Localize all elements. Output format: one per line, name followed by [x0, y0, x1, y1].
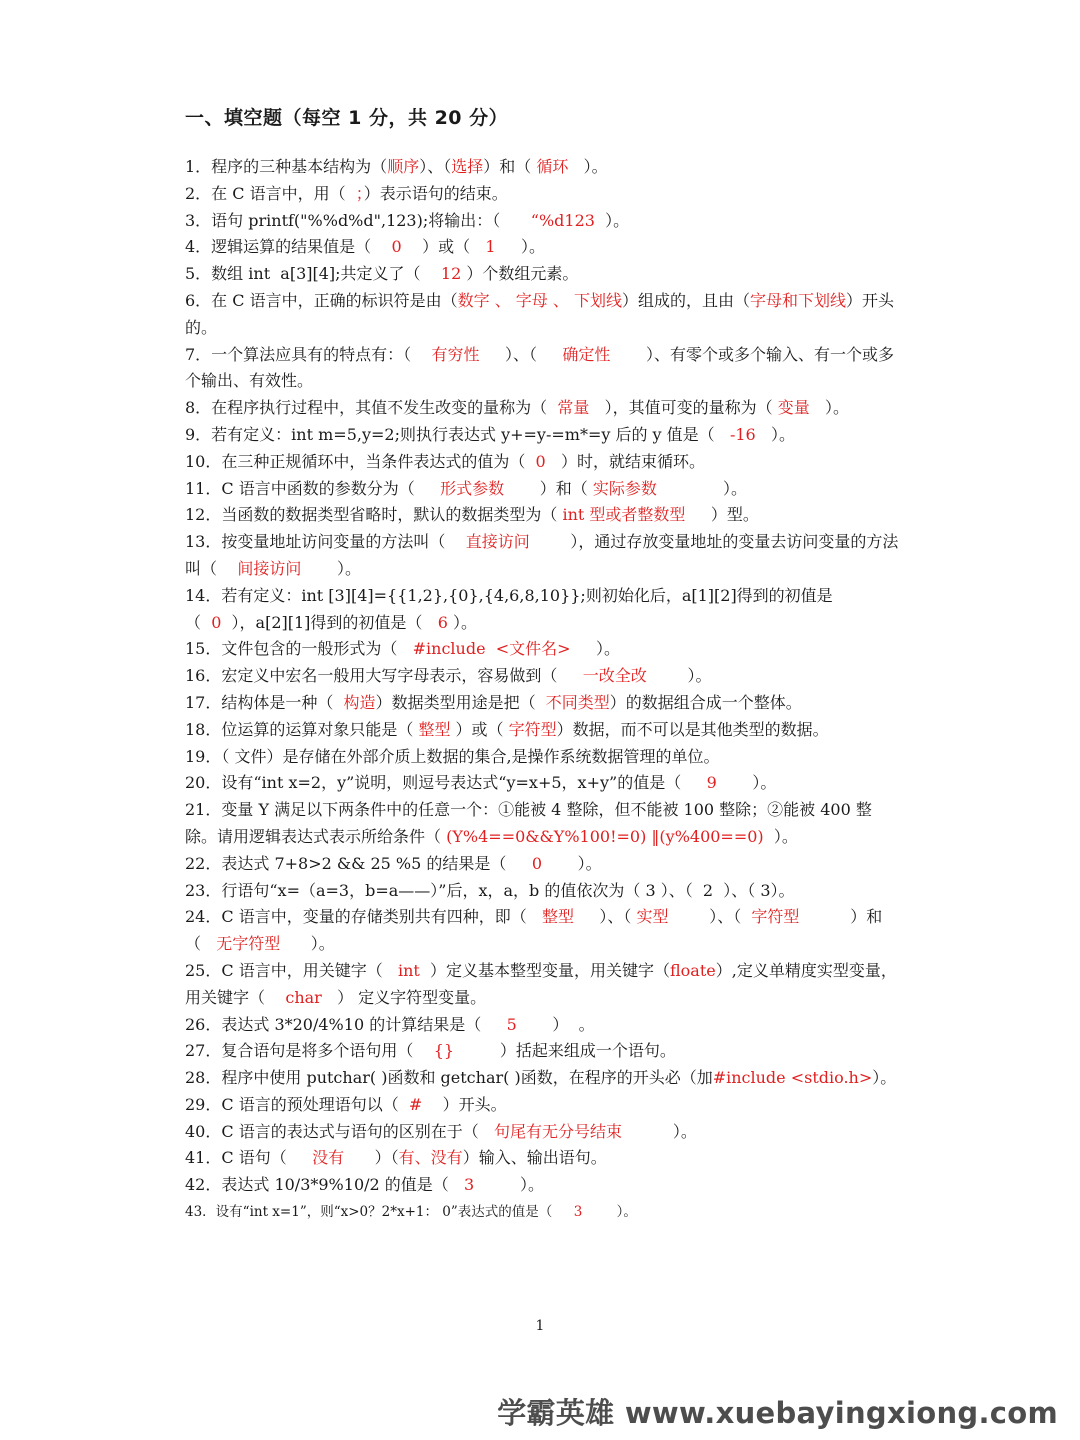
question-item	[185, 261, 900, 288]
question-item	[185, 288, 900, 342]
question-item	[185, 476, 900, 503]
question-text: 18．位运算的运算对象只能是（	[185, 719, 419, 739]
question-item	[185, 529, 900, 583]
question-text: 10．在三种正规循环中，当条件表达式的值为（	[185, 451, 536, 471]
answer-text: #include <文件名>	[412, 639, 571, 659]
question-text: ）。	[763, 826, 798, 846]
answer-text: 选择	[451, 157, 484, 176]
question-text: 22．表达式 7+8>2 && 25 %5 的结果是（	[185, 853, 532, 873]
question-text: ）。	[495, 237, 545, 257]
answer-text: 变量	[777, 398, 810, 418]
question-text: 16．宏定义中宏名一般用大写字母表示，容易做到（	[185, 666, 583, 686]
question-item	[185, 502, 900, 529]
answer-text: floate	[670, 960, 716, 980]
question-text: 28．程序中使用 putchar( )函数和 getchar( )函数，在程序的开头必（加	[185, 1068, 713, 1088]
question-item	[185, 797, 900, 851]
question-text: ）个数组元素。	[461, 264, 579, 284]
answer-text: 字母和下划线	[749, 290, 846, 310]
question-item	[185, 663, 900, 690]
answer-text: 1	[485, 237, 496, 257]
question-text: 12．当函数的数据类型省略时，默认的数据类型为（	[185, 505, 563, 525]
answer-text: 0	[535, 451, 546, 471]
question-text: 25．C 语言中，用关键字（	[185, 960, 398, 980]
question-text: 21．变量 Y 满足以下两条件中的任意一个：①能被 4 整除，但不能被 100 整除；②能被 400 整除。请用逻辑表达式表示所给条件（	[185, 800, 872, 846]
answer-text: 6	[437, 612, 448, 632]
question-text: 2．在 C 语言中，用（	[185, 183, 356, 203]
answer-text: 顺序	[387, 157, 420, 176]
question-text: ）。	[621, 1121, 697, 1141]
answer-text: int 型或者整数型	[562, 505, 686, 525]
question-text: 9．若有定义：int m=5,y=2;则执行表达式 y+=y-=m*=y 后的 y 值是（	[185, 424, 730, 444]
page-number: 1	[535, 1318, 545, 1334]
question-item	[185, 449, 900, 476]
question-text: 19．（ 文件）是存储在外部介质上数据的集合,是操作系统数据管理的单位。	[185, 746, 720, 766]
answer-text: {}	[433, 1041, 455, 1061]
question-text: ）括起来组成一个语句。	[454, 1041, 676, 1061]
question-text: ）数据类型用途是把（	[375, 692, 546, 712]
question-item	[185, 1172, 900, 1199]
question-text: 42．表达式 10/3*9%10/2 的值是（	[185, 1175, 465, 1195]
question-item	[185, 1065, 900, 1092]
answer-text: 常量	[557, 398, 590, 418]
answer-text: #include <stdio.h>	[712, 1068, 873, 1088]
question-text: 26．表达式 3*20/4%10 的计算结果是（	[185, 1014, 507, 1034]
question-text: ）数据，而不可以是其他类型的数据。	[556, 719, 829, 739]
question-text: ）。	[872, 1068, 897, 1088]
question-text: ）表示语句的结束。	[363, 183, 508, 203]
question-text: ）和（	[185, 907, 883, 954]
question-text: ），通过存放变量地址的变量去访问变量的方法叫（	[185, 532, 899, 578]
question-text: ）。	[656, 478, 747, 498]
question-text: 29．C 语言的预处理语句以（	[185, 1094, 409, 1114]
question-text: ）。	[594, 210, 630, 230]
answer-text: 数字 、 字母 、 下划线	[457, 290, 622, 310]
question-text: 8．在程序执行过程中，其值不发生改变的量称为（	[185, 398, 558, 418]
question-text: ）、（	[479, 344, 563, 364]
question-text: ）。	[474, 1175, 545, 1195]
answer-text: 整型	[541, 907, 574, 927]
answer-text: 间接访问	[237, 558, 302, 578]
question-text: ）、（	[668, 907, 752, 927]
question-item	[185, 958, 900, 1012]
answer-text: 有、没有	[398, 1148, 463, 1168]
answer-text: 一改全改	[582, 666, 647, 686]
question-text: 43．设有“int x=1”，则“x>0？2*x+1： 0”表达式的值是（	[185, 1204, 574, 1221]
question-text: ）。	[542, 853, 602, 873]
question-item	[185, 181, 900, 208]
answer-text: 5	[506, 1014, 517, 1034]
answer-text: -16	[729, 424, 756, 444]
question-text: ）型。	[685, 505, 759, 525]
question-text: 11．C 语言中函数的参数分为（	[185, 478, 441, 498]
question-item	[185, 851, 900, 878]
answer-text: 字符型	[751, 907, 800, 927]
question-item	[185, 342, 900, 396]
question-item	[185, 770, 900, 797]
question-item	[185, 744, 900, 771]
answer-text: 0	[211, 612, 222, 632]
question-text: ）和（	[504, 478, 593, 498]
question-text: ）。	[568, 157, 608, 176]
answer-text: 9	[706, 773, 717, 793]
question-text: 20．设有“int x=2，y”说明，则逗号表达式“y=x+5，x+y”的值是（	[185, 773, 707, 793]
question-item	[185, 1119, 900, 1146]
answer-text: 3	[573, 1204, 583, 1221]
answer-text: int	[397, 960, 420, 980]
answer-text: 构造	[343, 692, 376, 712]
question-text: ）组成的，且由（	[621, 290, 750, 310]
question-text: ）、（	[573, 907, 637, 927]
question-item	[185, 1092, 900, 1119]
question-text: 27．复合语句是将多个语句用（	[185, 1041, 434, 1061]
question-item	[185, 154, 900, 181]
question-text: ）开头的。	[185, 290, 895, 337]
question-text: 7．一个算法应具有的特点有：（	[185, 344, 432, 364]
question-item	[185, 1038, 900, 1065]
question-text: ）、有零个或多个输入、有一个或多个输出、有效性。	[185, 344, 895, 391]
question-item	[185, 1145, 900, 1172]
question-text: ）。	[582, 1204, 637, 1221]
question-text: 1．程序的三种基本结构为（	[185, 157, 388, 176]
answer-text: ；	[355, 183, 364, 203]
question-list	[185, 154, 900, 1226]
question-text: ）、（	[419, 157, 452, 176]
answer-text: 实型	[636, 907, 669, 927]
question-text: ）输入、输出语句。	[462, 1148, 607, 1168]
question-text: ）时，就结束循环。	[545, 451, 705, 471]
answer-text: 字符型	[508, 719, 557, 739]
answer-text: 3	[464, 1175, 475, 1195]
section-title: 一、填空题（每空 1 分，共 20 分）	[185, 107, 509, 129]
question-text: 17．结构体是一种（	[185, 692, 344, 712]
answer-text: 0	[391, 237, 402, 257]
question-text: ）。	[570, 639, 620, 659]
question-item	[185, 904, 900, 958]
answer-text: (Y%4==0&&Y%100!=0) ‖(y%400==0)	[446, 826, 764, 846]
answer-text: char	[285, 987, 322, 1007]
answer-text: 12	[440, 264, 462, 284]
question-text: 15．文件包含的一般形式为（	[185, 639, 413, 659]
question-text: ）（	[344, 1148, 399, 1168]
answer-text: 有穷性	[431, 344, 480, 364]
answer-text: 形式参数	[440, 478, 505, 498]
question-item	[185, 395, 900, 422]
question-text: ）定义基本整型变量，用关键字（	[419, 960, 670, 980]
question-text: 24．C 语言中，变量的存储类别共有四种，即（	[185, 907, 542, 927]
question-text: 40．C 语言的表达式与语句的区别在于（	[185, 1121, 494, 1141]
answer-text: 循环	[536, 157, 569, 176]
question-text: ）的数据组合成一个整体。	[609, 692, 802, 712]
question-text: ）。	[447, 612, 477, 632]
question-item	[185, 717, 900, 744]
question-item	[185, 878, 900, 905]
question-text: ）。	[280, 934, 335, 954]
question-item	[185, 636, 900, 663]
answer-text: 没有	[312, 1148, 345, 1168]
question-text: ），其值可变的量称为（	[589, 398, 778, 418]
answer-text: 整型	[418, 719, 451, 739]
question-text: ） 定义字符型变量。	[321, 987, 487, 1007]
question-text: ），a[2][1]得到的初值是（	[221, 612, 438, 632]
question-item	[185, 690, 900, 717]
answer-text: #	[408, 1094, 423, 1114]
question-text: ）或（	[401, 237, 486, 257]
answer-text: 句尾有无分号结束	[493, 1121, 622, 1141]
question-text: 41．C 语句（	[185, 1148, 313, 1168]
question-text: 13．按变量地址访问变量的方法叫（	[185, 532, 466, 552]
question-text: ）。	[755, 424, 795, 444]
answer-text: 实际参数	[592, 478, 657, 498]
site-watermark: 学霸英雄 www.xuebayingxiong.com	[497, 1396, 1058, 1430]
question-text: ） 。	[516, 1014, 595, 1034]
question-text: ）或（	[450, 719, 509, 739]
answer-text: 直接访问	[465, 532, 530, 552]
question-item	[185, 234, 900, 261]
question-text: ）。	[646, 666, 712, 686]
question-text: 5．数组 int a[3][4];共定义了（	[185, 264, 441, 284]
question-item	[185, 1199, 900, 1226]
question-text: ）和（	[483, 157, 537, 176]
answer-text: 不同类型	[545, 692, 610, 712]
question-item	[185, 422, 900, 449]
question-item	[185, 583, 900, 637]
answer-text: 确定性	[562, 344, 611, 364]
answer-text: 无字符型	[216, 934, 281, 954]
question-text: ）。	[809, 398, 850, 418]
question-item	[185, 1012, 900, 1039]
question-text: 6．在 C 语言中，正确的标识符是由（	[185, 290, 458, 310]
answer-text: “%d123	[530, 210, 595, 230]
answer-text: 0	[531, 853, 542, 873]
question-text: 23．行语句“x=（a=3，b=a——）”后，x，a，b 的值依次为（ 3 ）、（ 2 ）、（ 3）。	[185, 880, 795, 900]
question-text: ）开头。	[422, 1094, 507, 1114]
question-text: ）,定义单精度实型变量，用关键字（	[185, 960, 897, 1007]
question-text: ）。	[716, 773, 777, 793]
question-text: 3．语句 printf("%%d%d",123);将输出：（	[185, 210, 531, 230]
question-text: 4．逻辑运算的结果值是（	[185, 237, 392, 257]
question-item	[185, 208, 900, 235]
question-text: 14．若有定义：int [3][4]={{1,2},{0},{4,6,8,10}};则初始化后，a[1][2]得到的初值是（	[185, 585, 833, 632]
question-text: ）。	[301, 558, 361, 578]
